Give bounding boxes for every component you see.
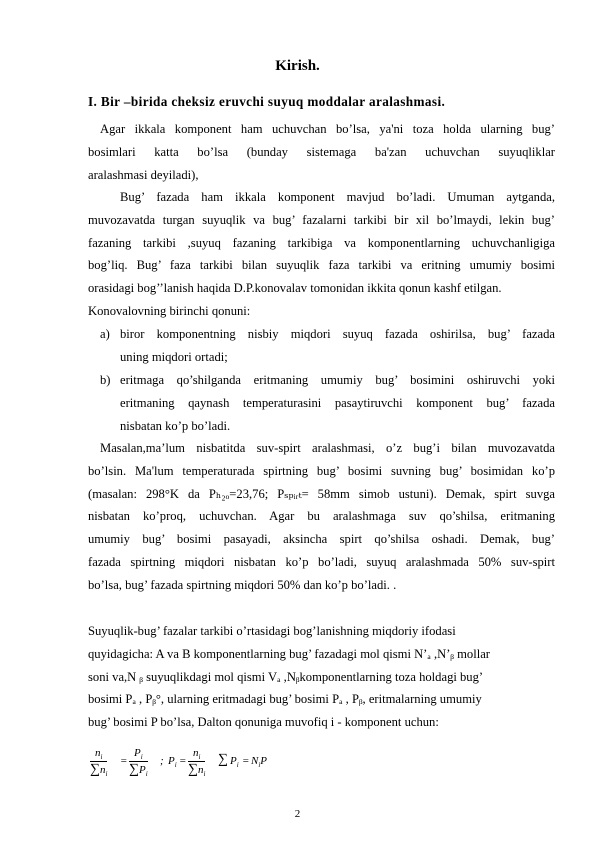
formula-symbol: n [99, 764, 106, 777]
text-line: bog’liq. Bug’ faza tarkibi bilan suyuqlik faza tarkibi va eritning umumiy bosimi [88, 258, 555, 273]
text-line: nisbatan ko’p bo’ladi. [120, 418, 231, 433]
formula-subscript: i [140, 753, 143, 762]
sigma-symbol: ∑ [129, 762, 139, 778]
formula-subscript: i [258, 761, 261, 770]
formula-subscript: i [145, 770, 148, 779]
text-line: Masalan,ma’lum nisbatitda suv-spirt aralashmasi, o’z bug’i bilan muvozavatda [100, 441, 555, 455]
text-line: umumiy bug’ bosimi pasayadi, aksincha spirt qo’shilsa oshadi. Demak, bug’ [88, 532, 555, 547]
text-line: biror komponentning nisbiy miqdori suyuq fazada oshirilsa, bug’ fazada [120, 327, 555, 341]
list-item-text [120, 369, 555, 437]
formula-fraction [129, 747, 148, 778]
formula-subscript: i [236, 761, 239, 770]
text-line: eritmaning qaynash temperaturasini pasaytiruvchi komponent bug’ fazada [120, 395, 555, 410]
paragraph-3 [88, 300, 555, 323]
text-line: fazada spirtning miqdori nisbatan ko’p bo’ladi, suyuq aralashmada 50% suv-spirt [88, 554, 555, 569]
formula-fraction [188, 747, 205, 778]
sigma-symbol: ∑ [218, 752, 228, 767]
formula-equals: = [242, 755, 250, 767]
formula-symbol: P [260, 755, 268, 767]
text-line: bo’lsa, bug’ fazada spirtning miqdori 50% dan ko’p bo’ladi. . [88, 577, 397, 592]
formula-subscript: i [174, 761, 177, 770]
text-line: nisbatan ko’proq, uchuvchan. Agar bu aralashmaga suv qo’shilsa, eritmaning [88, 509, 555, 524]
formula-term [251, 755, 267, 769]
section-heading: I. Bir –birida cheksiz eruvchi suyuq moddalar aralashmasi. [88, 94, 446, 109]
paragraph-5 [88, 620, 555, 734]
page-number: 2 [294, 808, 301, 820]
formula-equals: = [120, 755, 128, 767]
text-line: quyidagicha: A va B komponentlarning bug’ fazadagi mol qismi N’ₐ ,N’ᵦ mollar [88, 646, 490, 661]
formula-subscript: i [203, 770, 206, 779]
paragraph-1 [88, 118, 555, 186]
formula-symbol: n [197, 764, 204, 777]
text-line: Bug’ fazada ham ikkala komponent mavjud bo’ladi. Umuman aytganda, [120, 190, 555, 204]
formula-symbol: n [192, 747, 199, 759]
formula-equals: = [179, 755, 187, 767]
formula-fraction [90, 747, 107, 778]
formula-symbol: P [230, 755, 237, 767]
text-line: uning miqdori ortadi; [120, 349, 228, 364]
text-line: (masalan: 298°K da Pₕ₂ₒ=23,76; Pₛₚᵢᵣₜ= 58mm simob ustuni). Demak, spirt suvga [88, 486, 555, 501]
formula-subscript: i [100, 753, 103, 762]
formula-separator: ; [160, 755, 164, 767]
text-line: eritmaga qo’shilganda eritmaning umumiy bug’ bosimini oshiruvchi yoki [120, 373, 555, 387]
text-line: bo’lsin. Ma'lum temperaturada spirtning bug’ bosimi suvning bug’ bosimidan ko’p [88, 463, 555, 478]
text-line: bosimi Pₐ , Pᵦ°, ularning eritmadagi bug’ bosimi Pₐ , Pᵦ, eritmalarning umumiy [88, 692, 482, 707]
list-marker: b) [100, 373, 111, 387]
formula-symbol: P [168, 755, 175, 767]
list-item-text [120, 323, 555, 369]
text-line: Konovalovning birinchi qonuni: [88, 304, 251, 318]
formula-symbol: n [94, 747, 101, 759]
sigma-symbol: ∑ [90, 762, 100, 778]
text-line: bug’ bosimi P bo’lsa, Dalton qonuniga muvofiq i - komponent uchun: [88, 715, 439, 730]
text-line: Agar ikkala komponent ham uchuvchan bo’lsa, ya'ni toza holda ularning bug’ [100, 122, 555, 136]
paragraph-4 [88, 437, 555, 597]
text-line: soni va,N ᵦ suyuqlikdagi mol qismi Vₐ ,Nᵦkomponentlarning toza holdagi bug’ [88, 669, 484, 684]
formula-symbol: N [251, 755, 259, 767]
sigma-symbol: ∑ [188, 762, 198, 778]
text-line: orasidagi bog’’lanish haqida D.P.konovalav tomonidan ikkita qonun kashf etilgan. [88, 281, 502, 296]
formula-symbol: P [138, 764, 146, 777]
text-line: aralashmasi deyiladi), [88, 167, 199, 182]
formula-symbol: P [133, 747, 141, 759]
paragraph-2 [88, 186, 555, 300]
formula-subscript: i [198, 753, 201, 762]
text-line: fazaning tarkibi ,suyuq fazaning tarkibiga va komponentlarning uchuvchanligiga [88, 235, 555, 250]
text-line: muvozavatda turgan suyuqlik va bug’ fazalarni tarkibi bir xil bo’lmaydi, lekin bug’ [88, 212, 555, 227]
dalton-formula [88, 747, 388, 781]
text-line: bosimlari katta bo’lsa (bunday sistemaga ba'zan uchuvchan suyuqliklar [88, 144, 555, 159]
page-title: Kirish. [275, 58, 320, 74]
text-line: Suyuqlik-bug’ fazalar tarkibi o’rtasidagi bog’lanishning miqdoriy ifodasi [88, 624, 456, 638]
formula-term [168, 755, 177, 769]
formula-subscript: i [105, 770, 108, 779]
formula-term [230, 755, 239, 769]
list-marker: a) [100, 327, 110, 341]
